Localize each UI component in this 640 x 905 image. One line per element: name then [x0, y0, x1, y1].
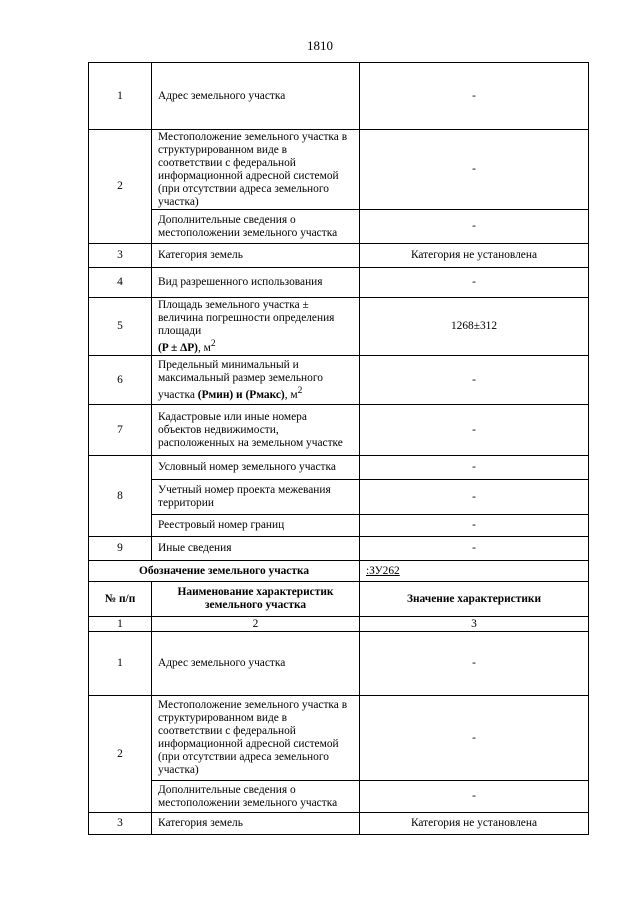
column-header-name: Наименование характеристик земельного участка [152, 582, 360, 617]
column-index: 1 [89, 617, 152, 632]
table-row [89, 480, 589, 515]
characteristic-value: - [360, 268, 589, 298]
column-index: 3 [360, 617, 589, 632]
characteristic-name: Дополнительные сведения о местоположении земельного участка [152, 210, 360, 244]
table-row [89, 456, 589, 480]
row-number: 3 [89, 244, 152, 268]
characteristic-value: - [360, 63, 589, 130]
table-row [89, 268, 589, 298]
characteristic-name: Категория земель [152, 244, 360, 268]
column-index-row [89, 617, 589, 632]
characteristic-value: Категория не установлена [360, 244, 589, 268]
plot-id: :ЗУ262 [366, 564, 400, 577]
table-row [89, 537, 589, 561]
plot-designation-label: Обозначение земельного участка [89, 561, 360, 582]
row-number: 2 [89, 696, 152, 813]
table-header-row [89, 582, 589, 617]
formula: (Рмин) и (Рмакс) [197, 388, 285, 401]
plot-designation-row [89, 561, 589, 582]
row-number: 1 [89, 632, 152, 696]
characteristic-value: 1268±312 [360, 298, 589, 356]
characteristic-name [152, 356, 360, 405]
characteristic-name: Кадастровые или иные номера объектов недвижимости, расположенных на земельном участке [152, 405, 360, 456]
characteristic-name: Адрес земельного участка [152, 63, 360, 130]
column-index: 2 [152, 617, 360, 632]
table-row [89, 781, 589, 813]
page-number: 1810 [307, 38, 333, 53]
table-row [89, 632, 589, 696]
characteristic-name: Учетный номер проекта межевания территории [152, 480, 360, 515]
characteristic-name: Реестровый номер границ [152, 515, 360, 537]
characteristic-value: - [360, 456, 589, 480]
characteristic-name: Местоположение земельного участка в структурированном виде в соответствии с федеральной информационной адресной системой (при отсутствии адреса земельного участка) [152, 696, 360, 781]
table-row [89, 405, 589, 456]
characteristic-value: - [360, 480, 589, 515]
table-row [89, 130, 589, 210]
characteristic-value: - [360, 405, 589, 456]
table-row [89, 63, 589, 130]
table-row [89, 356, 589, 405]
characteristic-name: Категория земель [152, 813, 360, 835]
characteristic-value: - [360, 356, 589, 405]
table-row [89, 298, 589, 356]
characteristic-value: - [360, 130, 589, 210]
row-number: 2 [89, 130, 152, 244]
characteristic-value: - [360, 537, 589, 561]
column-header-value: Значение характеристики [360, 582, 589, 617]
row-number: 9 [89, 537, 152, 561]
column-header-number: № п/п [89, 582, 152, 617]
table-row [89, 515, 589, 537]
row-number: 5 [89, 298, 152, 356]
name-text: Предельный минимальный и максимальный размер земельного участка [158, 358, 323, 401]
characteristic-name: Дополнительные сведения о местоположении земельного участка [152, 781, 360, 813]
characteristic-value: Категория не установлена [360, 813, 589, 835]
table-row [89, 244, 589, 268]
plot-designation-value [360, 561, 589, 582]
characteristic-value: - [360, 696, 589, 781]
land-plot-characteristics-table [88, 62, 589, 835]
name-text: Площадь земельного участка ± величина погрешности определения площади [158, 298, 335, 337]
formula: (P ± ΔP) [158, 341, 198, 354]
characteristic-value: - [360, 210, 589, 244]
row-number: 6 [89, 356, 152, 405]
table-row [89, 813, 589, 835]
table-row [89, 210, 589, 244]
characteristic-name: Вид разрешенного использования [152, 268, 360, 298]
characteristic-name: Адрес земельного участка [152, 632, 360, 696]
unit-exponent: 2 [210, 338, 216, 349]
row-number: 7 [89, 405, 152, 456]
characteristic-name [152, 298, 360, 356]
row-number: 1 [89, 63, 152, 130]
row-number: 4 [89, 268, 152, 298]
unit: , м [284, 388, 298, 401]
row-number: 3 [89, 813, 152, 835]
row-number: 8 [89, 456, 152, 537]
characteristic-value: - [360, 781, 589, 813]
characteristic-name: Иные сведения [152, 537, 360, 561]
unit-exponent: 2 [297, 385, 303, 396]
characteristic-value: - [360, 632, 589, 696]
characteristic-name: Местоположение земельного участка в структурированном виде в соответствии с федеральной информационной адресной системой (при отсутствии адреса земельного участка) [152, 130, 360, 210]
unit: , м [197, 341, 211, 354]
table-row [89, 696, 589, 781]
characteristic-value: - [360, 515, 589, 537]
characteristic-name: Условный номер земельного участка [152, 456, 360, 480]
